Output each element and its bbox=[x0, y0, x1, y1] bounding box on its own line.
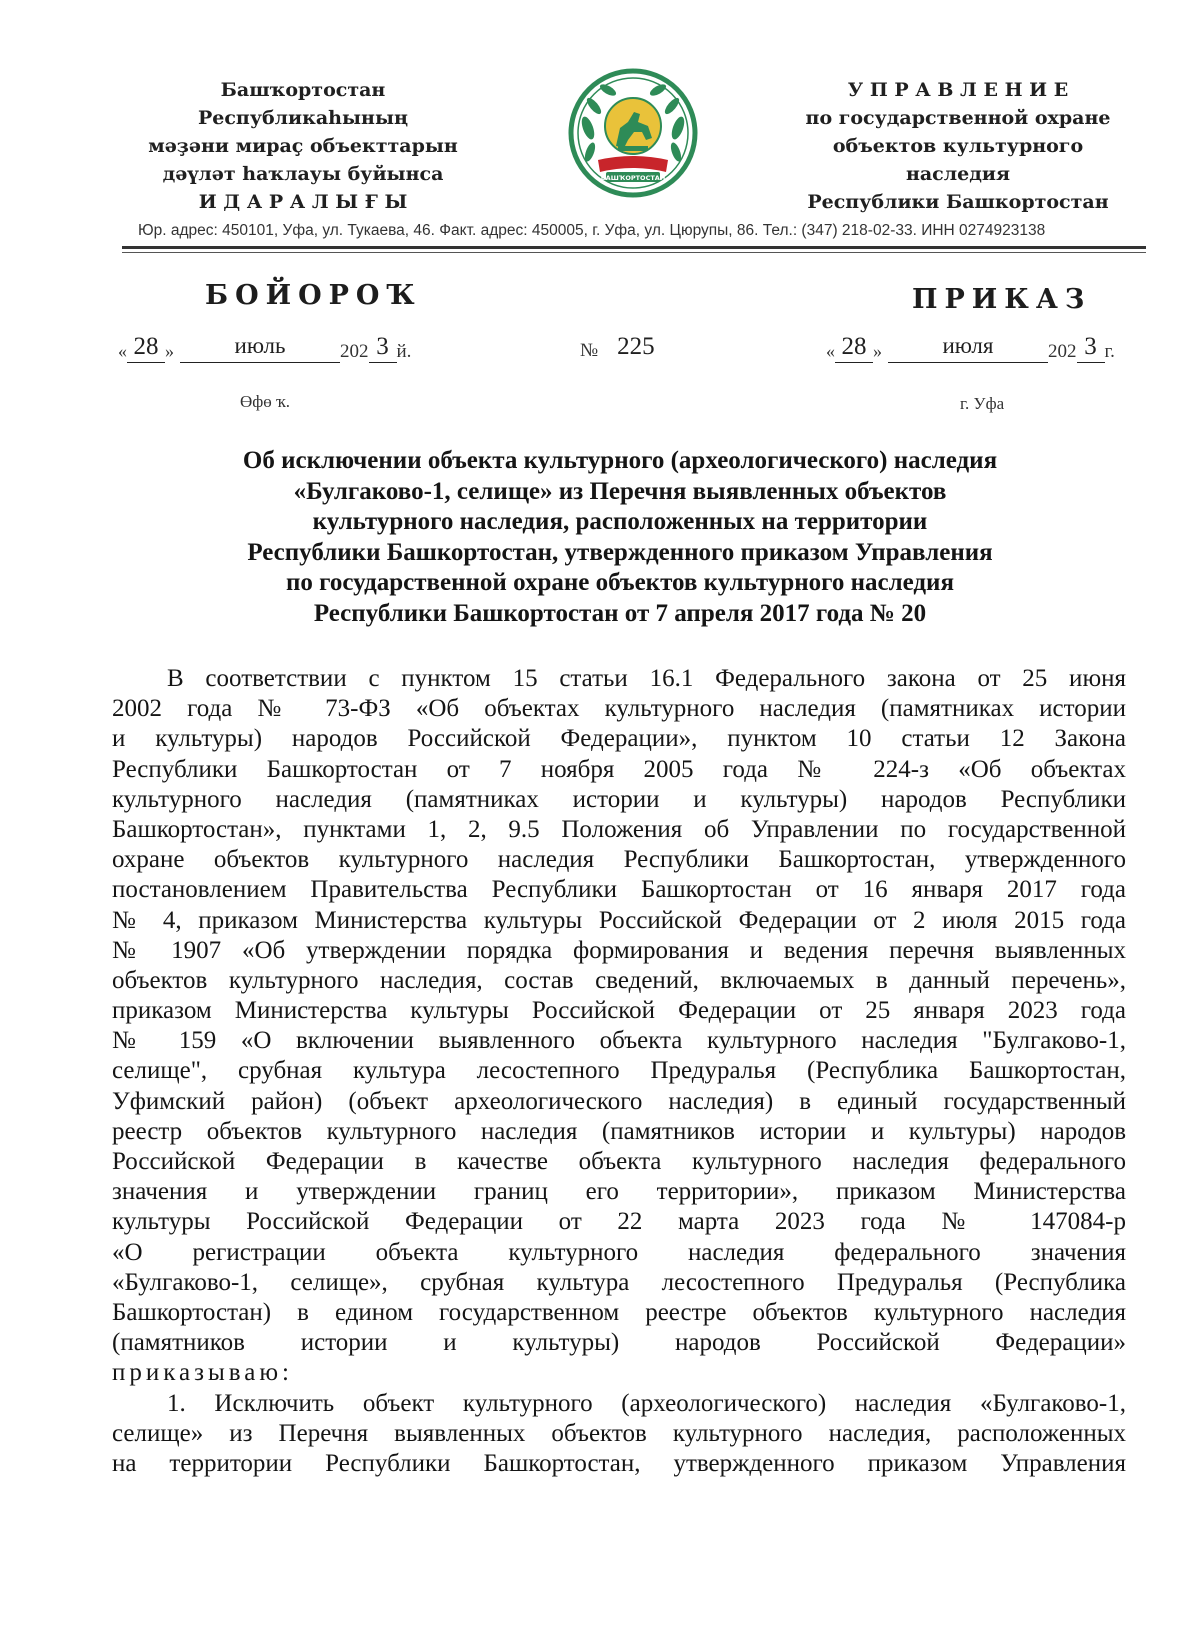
date-month: июль bbox=[234, 333, 286, 358]
body-line: на территории Республики Башкортостан, утвержденного приказом Управления bbox=[112, 1449, 1126, 1477]
place-bashkir: Өфө ҡ. bbox=[240, 392, 291, 411]
header-russian-line: Республики Башкортостан bbox=[807, 191, 1109, 213]
header-russian-line: У П Р А В Л Е Н И Е bbox=[847, 79, 1069, 101]
subject-line: по государственной охране объектов культурного наследия bbox=[286, 569, 954, 596]
header-bashkir-line: мәҙәни мираҫ объекттарын bbox=[148, 135, 458, 157]
date-bashkir bbox=[118, 335, 411, 363]
date-suffix: г. bbox=[1104, 341, 1115, 362]
document-subject bbox=[150, 446, 1090, 629]
place-russian: г. Уфа bbox=[960, 394, 1005, 413]
body-line: Республики Башкортостан от 7 ноября 2005 года № 224-з «Об объектах bbox=[112, 755, 1126, 783]
emblem-text: БАШҠОРТОСТАН bbox=[600, 174, 666, 182]
body-line: № 159 «О включении выявленного объекта культурного наследия "Булгаково-1, bbox=[112, 1027, 1126, 1055]
quote-open: « bbox=[118, 341, 127, 361]
header-russian-line: по государственной охране bbox=[805, 107, 1111, 129]
body-line: В соответствии с пунктом 15 статьи 16.1 Федерального закона от 25 июня bbox=[167, 665, 1126, 692]
date-year-prefix: 202 bbox=[1048, 341, 1077, 362]
body-line: постановлением Правительства Республики Башкортостан от 16 января 2017 года bbox=[112, 876, 1126, 904]
document-body bbox=[112, 664, 1126, 1479]
body-line: приказом Министерства культуры Российской Федерации от 25 января 2023 года bbox=[112, 997, 1126, 1025]
body-line: охране объектов культурного наследия Республики Башкортостан, утвержденного bbox=[112, 846, 1126, 874]
doc-number bbox=[580, 335, 655, 363]
body-line: № 4, приказом Министерства культуры Российской Федерации от 2 июля 2015 года bbox=[112, 906, 1126, 934]
date-year-digit: 3 bbox=[376, 333, 389, 360]
body-line: Российской Федерации в качестве объекта культурного наследия федерального bbox=[112, 1148, 1126, 1175]
body-line-item-1: 1. Исключить объект культурного (археологического) наследия «Булгаково-1, bbox=[167, 1389, 1126, 1417]
header-russian bbox=[778, 76, 1138, 216]
subject-line: культурного наследия, расположенных на территории bbox=[312, 508, 928, 535]
quote-close: » bbox=[873, 341, 882, 361]
body-line: 2002 года № 73-ФЗ «Об объектах культурного наследия (памятниках истории bbox=[112, 695, 1126, 723]
date-month-field bbox=[180, 335, 340, 363]
subject-line: Республики Башкортостан, утвержденного приказом Управления bbox=[247, 538, 993, 566]
date-year-prefix: 202 bbox=[340, 341, 369, 362]
header-bashkir-line: дәүләт һаҡлауы буйынса bbox=[162, 163, 444, 185]
body-line: селище", срубная культура лесостепного Предуралья (Республика Башкортостан, bbox=[112, 1057, 1126, 1085]
date-month-field bbox=[888, 335, 1048, 363]
body-line: культурного наследия (памятниках истории и культуры) народов Республики bbox=[112, 785, 1126, 813]
doc-type-russian: ПРИКАЗ bbox=[912, 284, 1092, 315]
subject-line: Об исключении объекта культурного (археологического) наследия bbox=[242, 447, 998, 474]
body-line: объектов культурного наследия, состав сведений, включаемых в данный перечень», bbox=[112, 966, 1126, 994]
number-sign: № bbox=[580, 340, 599, 361]
date-day: 28 bbox=[133, 333, 159, 360]
body-line: № 1907 «Об утверждении порядка формирования и ведения перечня выявленных bbox=[112, 936, 1126, 964]
date-suffix: й. bbox=[396, 341, 412, 362]
date-year-digit: 3 bbox=[1084, 333, 1097, 360]
header-rule-thick bbox=[122, 246, 1146, 249]
date-russian bbox=[826, 335, 1115, 363]
header-rule-thin bbox=[122, 252, 1146, 253]
body-line: значения и утверждении границ его территории», приказом Министерства bbox=[112, 1178, 1126, 1206]
header-russian-line: объектов культурного наследия bbox=[832, 135, 1084, 185]
body-line: селище» из Перечня выявленных объектов культурного наследия, расположенных bbox=[112, 1419, 1126, 1447]
header-bashkir-line: Башҡортостан Республикаһының bbox=[197, 79, 409, 129]
body-line: культуры Российской Федерации от 22 марта 2023 года № 147084-р bbox=[112, 1208, 1126, 1236]
number-value: 225 bbox=[617, 333, 655, 360]
body-line: «Булгаково-1, селище», срубная культура лесостепного Предуралья (Республика bbox=[112, 1268, 1126, 1296]
body-line: Уфимский район) (объект археологического наследия) в единый государственный bbox=[112, 1087, 1126, 1115]
date-day: 28 bbox=[841, 333, 867, 360]
subject-line: Республики Башкортостан от 7 апреля 2017 года № 20 bbox=[313, 599, 927, 627]
body-line: Башкортостан», пунктами 1, 2, 9.5 Положения об Управлении по государственной bbox=[112, 815, 1126, 843]
contacts-line: Юр. адрес: 450101, Уфа, ул. Тукаева, 46. Факт. адрес: 450005, г. Уфа, ул. Цюрупы, 86. Тел.: (347) 218-02-33. ИНН 0274923138 bbox=[138, 222, 1046, 239]
body-line: «О регистрации объекта культурного наследия федерального значения bbox=[112, 1238, 1126, 1266]
bashkortostan-emblem-icon bbox=[568, 68, 698, 198]
date-year-field bbox=[369, 335, 397, 363]
header-bashkir bbox=[118, 76, 488, 216]
date-day-field bbox=[835, 335, 873, 363]
date-year-field bbox=[1077, 335, 1105, 363]
body-line-operative: приказываю: bbox=[112, 1359, 293, 1387]
quote-close: » bbox=[165, 341, 174, 361]
header-bashkir-line: И Д А Р А Л Ы Ғ Ы bbox=[198, 191, 408, 213]
body-line: Башкортостан) в едином государственном реестре объектов культурного наследия bbox=[112, 1298, 1126, 1326]
quote-open: « bbox=[826, 341, 835, 361]
body-line: (памятников истории и культуры) народов Российской Федерации» bbox=[112, 1329, 1126, 1357]
date-day-field bbox=[127, 335, 165, 363]
body-line: и культуры) народов Российской Федерации», пунктом 10 статьи 12 Закона bbox=[112, 725, 1126, 753]
body-line: реестр объектов культурного наследия (памятников истории и культуры) народов bbox=[112, 1117, 1126, 1145]
subject-line: «Булгаково-1, селище» из Перечня выявленных объектов bbox=[293, 477, 947, 505]
date-month: июля bbox=[942, 333, 994, 358]
doc-type-bashkir: БОЙОРОҠ bbox=[205, 280, 422, 311]
